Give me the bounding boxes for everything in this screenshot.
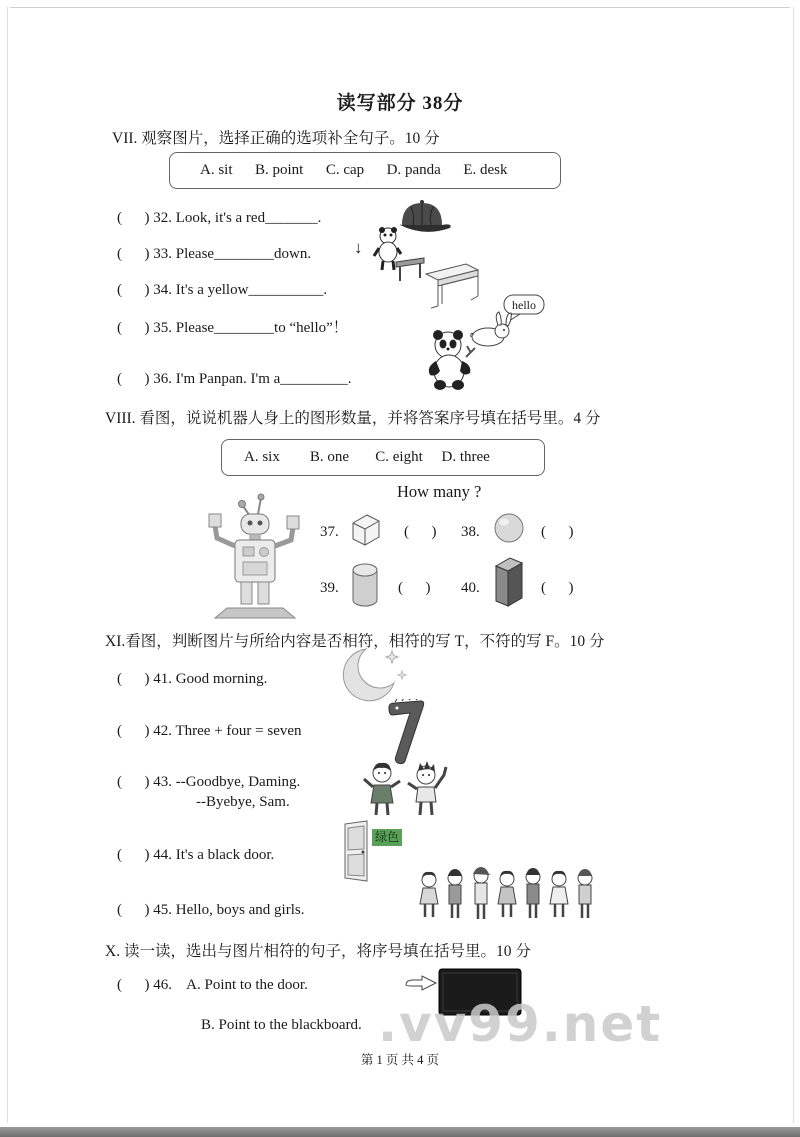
item-38-number: 38. xyxy=(461,524,480,540)
item-39-number: 39. xyxy=(320,580,339,596)
question-32: ( ) 32. Look, it's a red_______. xyxy=(117,210,322,226)
section8-options: A. six B. one C. eight D. three xyxy=(244,449,490,465)
watermark: .vv99.net xyxy=(378,995,663,1053)
question-46-line2: B. Point to the blackboard. xyxy=(201,1017,362,1033)
section7-options-box xyxy=(169,152,561,189)
section10-heading: X. 读一读，选出与图片相符的句子，将序号填在括号里。10 分 xyxy=(105,943,531,960)
page-footer: 第 1 页 共 4 页 xyxy=(360,1053,440,1067)
page-title: 读写部分 38分 xyxy=(336,93,464,114)
scan-edge-bottom xyxy=(0,1127,800,1137)
how-many-label: How many ? xyxy=(397,482,482,501)
question-35: ( ) 35. Please________to “hello”！ xyxy=(117,320,348,336)
cylinder-shape xyxy=(350,562,380,608)
item-39-paren: ( ) xyxy=(398,580,431,596)
section8-heading: VIII. 看图，说说机器人身上的图形数量，并将答案序号填在括号里。4 分 xyxy=(105,410,601,427)
section7-options: A. sit B. point C. cap D. panda E. desk xyxy=(200,162,508,178)
robot-image xyxy=(203,492,308,620)
moon-image xyxy=(332,647,408,705)
door-color-label: 绿色 xyxy=(372,829,402,846)
scan-edge-top xyxy=(10,7,790,8)
section9-heading: XI.看图，判断图片与所给内容是否相符，相符的写 T，不符的写 F。10 分 xyxy=(105,633,605,650)
question-46-line1: ( ) 46. A. Point to the door. xyxy=(117,977,308,993)
cube-shape xyxy=(348,510,384,548)
children-group-image xyxy=(416,860,604,926)
item-38-paren: ( ) xyxy=(541,524,574,540)
panda-image xyxy=(422,329,480,391)
sphere-shape xyxy=(493,512,525,544)
item-40-paren: ( ) xyxy=(541,580,574,596)
section8-options-box xyxy=(221,439,545,476)
hello-bubble-text: hello xyxy=(512,298,536,312)
question-43-line2: --Byebye, Sam. xyxy=(196,794,290,810)
panda-at-desk-image xyxy=(370,224,426,284)
question-45: ( ) 45. Hello, boys and girls. xyxy=(117,902,305,918)
door-image xyxy=(343,820,373,882)
scan-edge-right xyxy=(793,7,794,1123)
question-36: ( ) 36. I'm Panpan. I'm a_________. xyxy=(117,371,352,387)
item-40-number: 40. xyxy=(461,580,480,596)
question-33: ( ) 33. Please________down. xyxy=(117,246,312,262)
down-arrow-icon: ↓ xyxy=(354,238,363,257)
scan-edge-left xyxy=(7,7,8,1123)
question-43-line1: ( ) 43. --Goodbye, Daming. xyxy=(117,774,301,790)
question-42: ( ) 42. Three + four = seven xyxy=(117,723,302,739)
question-44: ( ) 44. It's a black door. xyxy=(117,847,275,863)
cuboid-shape xyxy=(492,554,526,608)
section7-heading: VII. 观察图片，选择正确的选项补全句子。10 分 xyxy=(112,130,440,147)
question-41: ( ) 41. Good morning. xyxy=(117,671,268,687)
kids-waving-image xyxy=(360,757,460,819)
pointing-hand-icon xyxy=(404,975,438,995)
question-34: ( ) 34. It's a yellow__________. xyxy=(117,282,328,298)
item-37-paren: ( ) xyxy=(404,524,437,540)
item-37-number: 37. xyxy=(320,524,339,540)
